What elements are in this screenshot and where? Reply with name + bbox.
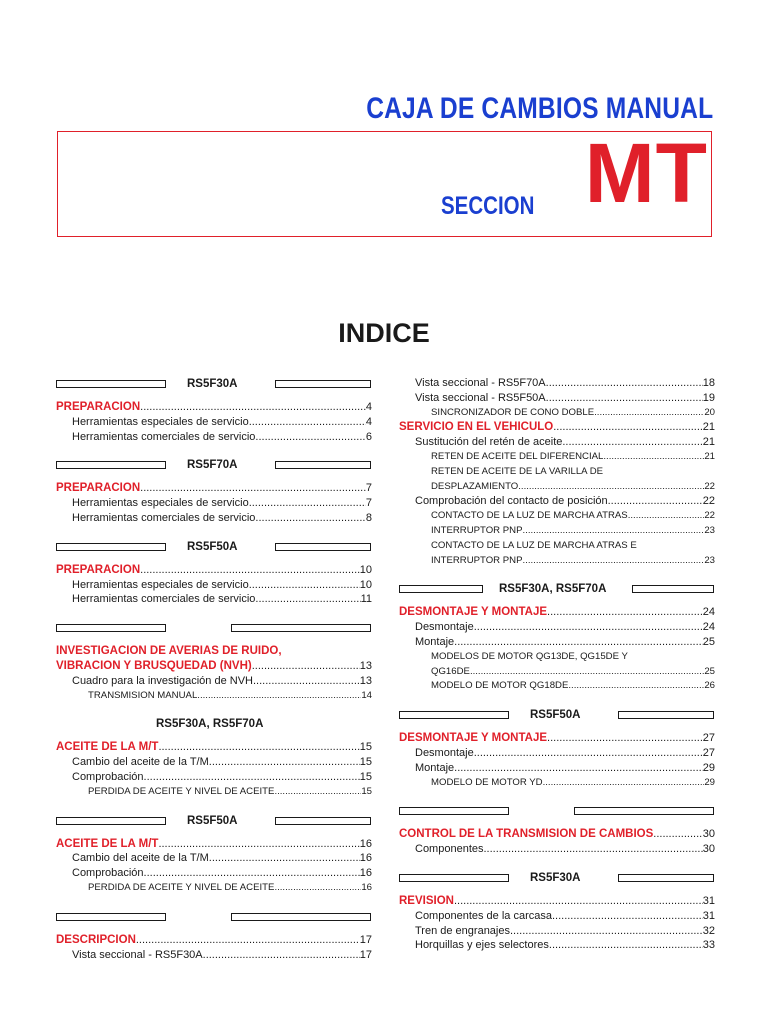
toc-entry[interactable] xyxy=(399,731,715,746)
toc-entry-title: Montaje xyxy=(415,761,455,774)
toc-right-column xyxy=(399,376,715,953)
toc-entry-page: 15 xyxy=(359,741,372,754)
toc-entry-title: Herramientas especiales de servicio xyxy=(72,415,249,428)
header-bar xyxy=(618,711,714,719)
toc-entry-heading[interactable]: INVESTIGACION DE AVERIAS DE RUIDO, xyxy=(56,645,282,658)
toc-entry[interactable] xyxy=(399,391,715,406)
toc-entry-title: SINCRONIZADOR DE CONO DOBLE xyxy=(431,406,595,418)
toc-entry-title: PREPARACION xyxy=(56,401,141,413)
toc-entry-title: PREPARACION xyxy=(56,563,141,576)
toc-entry-title: Comprobación xyxy=(72,867,144,880)
toc-entry-page: 16 xyxy=(361,881,372,893)
toc-entry[interactable] xyxy=(56,933,372,948)
header-bar xyxy=(56,380,166,388)
toc-entry[interactable] xyxy=(56,400,372,415)
toc-entry[interactable] xyxy=(399,665,715,680)
toc-entry-page: 22 xyxy=(702,495,715,508)
toc-entry-page: 14 xyxy=(361,689,372,701)
toc-entry-page: 23 xyxy=(704,524,715,536)
toc-entry-page: 17 xyxy=(359,933,372,946)
section-header xyxy=(56,376,372,392)
header-bar xyxy=(56,461,166,469)
toc-entry[interactable] xyxy=(399,894,715,909)
toc-entry[interactable] xyxy=(56,689,372,704)
toc-entry-title: Horquillas y ejes selectores xyxy=(415,939,549,952)
toc-entry-title: DESPLAZAMIENTO xyxy=(431,480,519,492)
header-bar xyxy=(56,543,166,551)
toc-entry-title: Cambio del aceite de la T/M xyxy=(72,756,209,769)
section-header-label: RS5F30A, RS5F70A xyxy=(499,583,607,596)
section-header xyxy=(56,909,372,925)
section-header xyxy=(399,581,715,597)
toc-entry-title: Cuadro para la investigación de NVH xyxy=(72,674,253,687)
toc-entry[interactable] xyxy=(56,563,372,578)
toc-entry-title: ACEITE DE LA M/T xyxy=(56,741,159,754)
toc-entry-title: CONTROL DE LA TRANSMISION DE CAMBIOS xyxy=(399,828,654,841)
toc-entry-title: Componentes de la carcasa xyxy=(415,909,552,922)
toc-entry-title: PREPARACION xyxy=(56,482,141,495)
toc-entry-page: 29 xyxy=(702,761,715,774)
toc-entry[interactable] xyxy=(56,785,372,800)
toc-entry[interactable] xyxy=(399,938,715,953)
toc-entry-title: Vista seccional - RS5F30A xyxy=(72,948,203,961)
toc-entry-page: 30 xyxy=(702,843,715,856)
toc-entry-title: Vista seccional - RS5F50A xyxy=(415,391,546,404)
toc-entry-title: RETEN DE ACEITE DEL DIFERENCIAL xyxy=(431,450,604,462)
toc-entry-page: 21 xyxy=(702,421,715,434)
toc-entry-page: 16 xyxy=(359,852,372,865)
header-bar xyxy=(399,585,483,593)
toc-entry-title: PERDIDA DE ACEITE Y NIVEL DE ACEITE xyxy=(88,881,275,893)
toc-entry-title: Desmontaje xyxy=(415,621,474,634)
header-bar xyxy=(275,380,371,388)
toc-entry[interactable] xyxy=(399,376,715,391)
toc-entry[interactable] xyxy=(56,592,372,607)
toc-entry-page: 4 xyxy=(365,401,372,413)
toc-entry-title: Tren de engranajes xyxy=(415,924,510,937)
toc-entry-page: 23 xyxy=(704,554,715,566)
section-header-label: RS5F30A xyxy=(187,378,238,390)
section-header xyxy=(399,707,715,723)
toc-entry-title: DESMONTAJE Y MONTAJE xyxy=(399,732,548,745)
toc-entry-page: 10 xyxy=(359,578,372,591)
toc-entry-page: 24 xyxy=(702,621,715,634)
toc-entry[interactable] xyxy=(399,450,715,465)
toc-entry[interactable] xyxy=(56,481,372,496)
toc-entry-title: INTERRUPTOR PNP xyxy=(431,554,523,566)
toc-entry-page: 11 xyxy=(360,593,372,606)
header-bar xyxy=(399,874,509,882)
toc-entry-title: REVISION xyxy=(399,894,454,907)
toc-entry-title: Herramientas comerciales de servicio xyxy=(72,511,256,524)
manual-title: CAJA DE CAMBIOS MANUAL xyxy=(365,92,713,125)
toc-entry-title: Comprobación xyxy=(72,770,144,783)
toc-entry-title: Herramientas especiales de servicio xyxy=(72,497,249,510)
toc-entry[interactable] xyxy=(399,605,715,620)
toc-entry-title: Comprobación del contacto de posición xyxy=(415,495,608,508)
toc-entry[interactable] xyxy=(399,480,715,495)
toc-entry-title: TRANSMISION MANUAL xyxy=(88,689,198,701)
section-header xyxy=(56,716,372,732)
toc-entry-page: 18 xyxy=(702,377,715,389)
toc-entry[interactable] xyxy=(399,776,715,791)
toc-entry-page: 20 xyxy=(704,406,715,418)
toc-entry-page: 31 xyxy=(702,894,715,907)
header-bar xyxy=(56,913,166,921)
toc-entry-title: ACEITE DE LA M/T xyxy=(56,837,159,850)
toc-entry-title: Vista seccional - RS5F70A xyxy=(415,377,546,389)
toc-entry[interactable] xyxy=(399,746,715,761)
toc-entry-title: Montaje xyxy=(415,635,455,648)
toc-entry-title: VIBRACION Y BRUSQUEDAD (NVH) xyxy=(56,659,252,672)
toc-entry-page: 21 xyxy=(702,436,715,449)
section-header-label: RS5F70A xyxy=(187,459,238,472)
header-bar xyxy=(275,461,371,469)
toc-entry[interactable] xyxy=(56,578,372,593)
section-header xyxy=(56,620,372,636)
toc-entry[interactable] xyxy=(399,420,715,435)
toc-entry-title: Desmontaje xyxy=(415,746,474,759)
toc-entry[interactable] xyxy=(56,770,372,785)
toc-entry-page: 15 xyxy=(359,770,372,783)
toc-entry-title: MODELO DE MOTOR QG18DE xyxy=(431,680,569,692)
toc-entry-page: 16 xyxy=(359,837,372,850)
toc-entry-page: 17 xyxy=(359,948,372,961)
toc-entry[interactable] xyxy=(399,406,715,421)
toc-entry-title: Componentes xyxy=(415,843,484,856)
header-bar xyxy=(231,624,371,632)
toc-entry[interactable] xyxy=(399,827,715,842)
toc-entry-page: 21 xyxy=(704,450,715,462)
toc-entry-title: DESCRIPCION xyxy=(56,933,136,946)
toc-entry-page: 4 xyxy=(365,415,372,428)
toc-entry[interactable] xyxy=(399,494,715,509)
toc-entry[interactable] xyxy=(56,866,372,881)
toc-entry[interactable] xyxy=(399,679,715,694)
toc-entry-page: 30 xyxy=(702,828,715,841)
toc-entry-page: 6 xyxy=(365,430,372,443)
toc-left-column xyxy=(56,376,372,962)
toc-entry-page: 15 xyxy=(361,785,372,797)
index-title: INDICE xyxy=(338,318,430,348)
toc-entry[interactable] xyxy=(399,509,715,524)
toc-entry[interactable] xyxy=(399,842,715,857)
toc-entry-title: MODELO DE MOTOR YD xyxy=(431,776,543,788)
toc-entry[interactable] xyxy=(399,554,715,569)
header-bar xyxy=(574,807,714,815)
toc-entry[interactable] xyxy=(399,909,715,924)
toc-entry-page: 29 xyxy=(704,776,715,788)
toc-entry-page: 24 xyxy=(702,606,715,619)
toc-entry-page: 7 xyxy=(365,482,372,495)
toc-entry-page: 26 xyxy=(704,680,715,692)
toc-entry[interactable] xyxy=(399,524,715,539)
toc-entry[interactable] xyxy=(56,511,372,526)
toc-entry[interactable] xyxy=(56,837,372,852)
toc-entry-page: 31 xyxy=(702,909,715,922)
header-bar xyxy=(632,585,714,593)
header-bar xyxy=(399,807,509,815)
toc-entry-page: 22 xyxy=(704,510,715,522)
toc-entry[interactable] xyxy=(56,430,372,445)
toc-entry-title: CONTACTO DE LA LUZ DE MARCHA ATRAS xyxy=(431,510,628,522)
toc-entry[interactable] xyxy=(56,415,372,430)
toc-entry-title: QG16DE xyxy=(431,665,470,677)
toc-entry-page: 33 xyxy=(702,939,715,952)
toc-entry-page: 27 xyxy=(702,732,715,745)
toc-entry-page: 13 xyxy=(359,674,372,687)
section-header-label: RS5F50A xyxy=(187,540,238,553)
toc-entry-title: DESMONTAJE Y MONTAJE xyxy=(399,606,548,619)
toc-entry-title: Sustitución del retén de aceite xyxy=(415,436,563,449)
toc-entry-page: 19 xyxy=(702,391,715,404)
header-bar xyxy=(275,817,371,825)
toc-entry-title: SERVICIO EN EL VEHICULO xyxy=(399,421,554,434)
header-bar xyxy=(618,874,714,882)
toc-entry[interactable] xyxy=(56,740,372,755)
section-header xyxy=(56,457,372,473)
toc-entry-heading[interactable]: CONTACTO DE LA LUZ DE MARCHA ATRAS E xyxy=(431,539,637,551)
toc-entry[interactable] xyxy=(399,435,715,450)
section-header xyxy=(56,539,372,555)
toc-entry-page: 32 xyxy=(702,924,715,937)
toc-entry[interactable] xyxy=(399,924,715,939)
section-header-label: RS5F50A xyxy=(530,709,581,722)
toc-entry-page: 10 xyxy=(359,563,372,576)
toc-entry[interactable] xyxy=(399,620,715,635)
section-header-label: RS5F30A xyxy=(530,871,581,884)
header-bar xyxy=(56,624,166,632)
toc-entry-page: 25 xyxy=(704,665,715,677)
header-bar xyxy=(56,817,166,825)
toc-entry-page: 8 xyxy=(365,511,372,524)
toc-entry-heading[interactable]: RETEN DE ACEITE DE LA VARILLA DE xyxy=(431,465,604,477)
toc-entry-title: Herramientas comerciales de servicio xyxy=(72,593,256,606)
toc-entry-page: 7 xyxy=(365,497,372,510)
toc-entry[interactable] xyxy=(56,755,372,770)
toc-entry-title: Herramientas especiales de servicio xyxy=(72,578,249,591)
toc-entry-title: Cambio del aceite de la T/M xyxy=(72,852,209,865)
toc-entry[interactable] xyxy=(56,881,372,896)
toc-entry-heading[interactable]: MODELOS DE MOTOR QG13DE, QG15DE Y xyxy=(431,650,628,662)
toc-entry-title: Herramientas comerciales de servicio xyxy=(72,430,256,443)
toc-entry-title: PERDIDA DE ACEITE Y NIVEL DE ACEITE xyxy=(88,785,275,797)
toc-entry-page: 22 xyxy=(704,480,715,492)
toc-entry-title: INTERRUPTOR PNP xyxy=(431,524,523,536)
toc-entry[interactable] xyxy=(399,761,715,776)
section-header xyxy=(399,803,715,819)
toc-entry-page: 27 xyxy=(702,746,715,759)
toc-entry[interactable] xyxy=(56,659,372,674)
header-bar xyxy=(231,913,371,921)
toc-entry[interactable] xyxy=(56,948,372,963)
header-bar xyxy=(399,711,509,719)
toc-entry[interactable] xyxy=(56,674,372,689)
section-header xyxy=(56,813,372,829)
section-code: MT xyxy=(584,126,708,220)
toc-entry-page: 16 xyxy=(359,867,372,880)
header-bar xyxy=(275,543,371,551)
toc-entry[interactable] xyxy=(399,635,715,650)
section-header xyxy=(399,870,715,886)
section-header-label: RS5F50A xyxy=(187,814,238,827)
toc-entry[interactable] xyxy=(56,496,372,511)
toc-entry-page: 15 xyxy=(359,756,372,769)
section-header-label: RS5F30A, RS5F70A xyxy=(156,718,264,731)
section-label: SECCION xyxy=(441,192,535,220)
toc-entry[interactable] xyxy=(56,851,372,866)
toc-entry-page: 25 xyxy=(702,635,715,648)
toc-entry-page: 13 xyxy=(359,659,372,672)
